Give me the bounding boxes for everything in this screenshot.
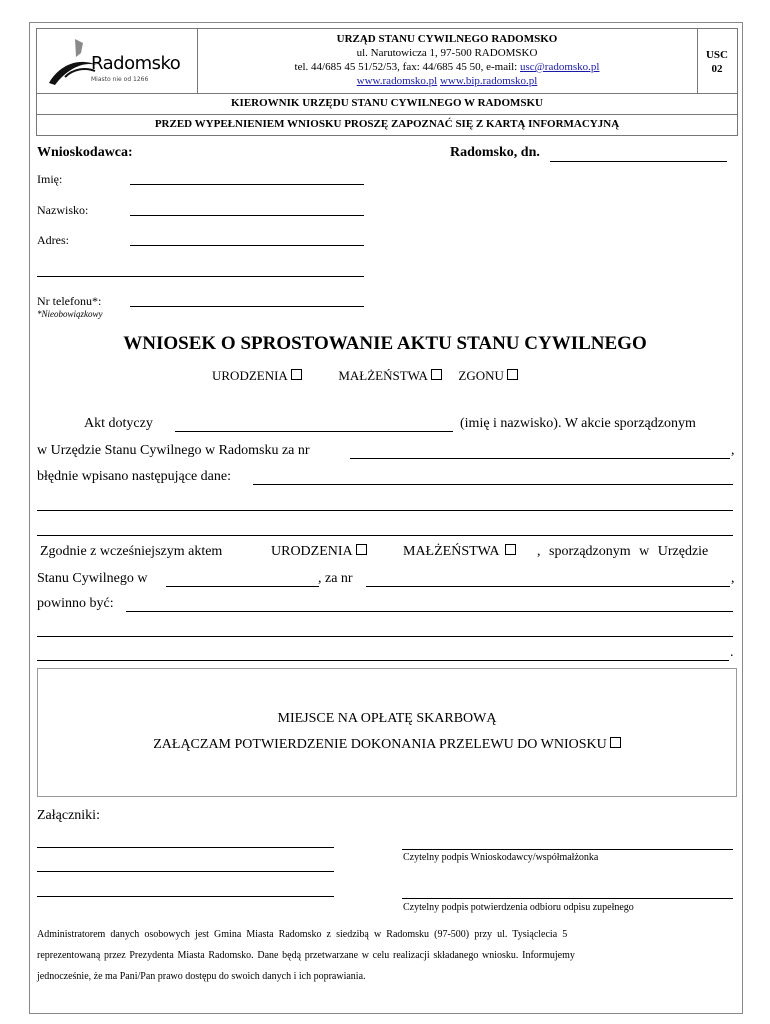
option-death[interactable]	[458, 368, 518, 383]
death-checkbox[interactable]	[507, 369, 518, 380]
should-be-label: powinno być:	[37, 596, 114, 611]
last-name-line[interactable]	[130, 215, 364, 216]
wrong-data-line-1[interactable]	[253, 484, 733, 485]
page-frame	[29, 22, 743, 1014]
form-code-number: 02	[711, 63, 723, 75]
marriage2-checkbox[interactable]	[505, 544, 516, 555]
act-concerns-label: Akt dotyczy	[84, 416, 153, 431]
email-link[interactable]: usc@radomsko.pl	[520, 61, 600, 73]
comma-1: ,	[731, 443, 735, 458]
act-number-line[interactable]	[350, 458, 730, 459]
header-table	[36, 28, 738, 136]
receipt-signature-line[interactable]	[402, 898, 733, 899]
option-death-label: ZGONU	[458, 368, 504, 383]
comma-2: ,	[731, 571, 735, 586]
birth2-checkbox[interactable]	[356, 544, 367, 555]
option-birth[interactable]	[212, 368, 302, 383]
notice-heading: PRZED WYPEŁNIENIEM WNIOSKU PROSZĘ ZAPOZNAĆ SIĘ Z KARTĄ INFORMACYJNĄ	[154, 118, 620, 130]
should-be-line-1[interactable]	[126, 611, 733, 612]
option-marriage-label: MAŁŻEŃSTWA	[338, 368, 428, 383]
applicant-title: Wnioskodawca:	[37, 145, 133, 160]
bip-link[interactable]: www.bip.radomsko.pl	[439, 75, 538, 87]
applicant-signature-caption: Czytelny podpis Wnioskodawcy/współmałżonka	[403, 852, 599, 863]
option-marriage[interactable]	[338, 368, 442, 383]
marriage-checkbox[interactable]	[431, 369, 442, 380]
attach-transfer-label: ZAŁĄCZAM POTWIERDZENIE DOKONANIA PRZELEWU DO WNIOSKU	[153, 737, 607, 752]
wrong-data-line-2[interactable]	[37, 510, 733, 511]
birth-checkbox[interactable]	[291, 369, 302, 380]
option-birth-label: URODZENIA	[212, 368, 288, 383]
form-title: WNIOSEK O SPROSTOWANIE AKTU STANU CYWILNEGO	[123, 333, 647, 354]
transfer-checkbox[interactable]	[610, 737, 621, 748]
wrong-data-label: błędnie wpisano następujące dane:	[37, 469, 231, 484]
address-line-2[interactable]	[37, 276, 364, 277]
payment-box	[37, 668, 737, 797]
option2-marriage-label: MAŁŻEŃSTWA	[403, 544, 500, 559]
address-label: Adres:	[37, 233, 69, 247]
attachment-line-2[interactable]	[37, 871, 334, 872]
optional-note: *Nieobowiązkowy	[37, 309, 103, 319]
applicant-signature-line[interactable]	[402, 849, 733, 850]
option2-birth[interactable]	[271, 544, 367, 560]
office2-label: Stanu Cywilnego w	[37, 571, 148, 586]
should-be-line-2[interactable]	[37, 636, 733, 637]
period: .	[730, 645, 734, 660]
place-date-label: Radomsko, dn.	[450, 145, 540, 160]
attachment-line-1[interactable]	[37, 847, 334, 848]
name-hint: (imię i nazwisko). W akcie sporządzonym	[460, 416, 696, 431]
gdpr-line-1: Administratorem danych osobowych jest Gmina Miasta Radomsko z siedzibą w Radomsku (97-500) przy ul. Tysiąclecia 5	[37, 929, 568, 940]
first-name-line[interactable]	[130, 184, 364, 185]
person-name-line[interactable]	[175, 431, 453, 432]
nr-label: , za nr	[318, 571, 353, 586]
manager-heading: KIEROWNIK URZĘDU STANU CYWILNEGO W RADOMSKU	[230, 97, 543, 109]
stamp-place-label: MIEJSCE NA OPŁATĘ SKARBOWĄ	[277, 711, 497, 726]
phone-line[interactable]	[130, 306, 364, 307]
gdpr-line-3: jednocześnie, że ma Pani/Pan prawo dostępu do swoich danych i ich poprawiania.	[37, 971, 366, 982]
logo-tagline: Miasto nie od 1266	[91, 76, 149, 83]
receipt-signature-caption: Czytelny podpis potwierdzenia odbioru odpisu zupełnego	[403, 902, 634, 913]
office-websites	[197, 74, 697, 88]
nr2-line[interactable]	[366, 586, 730, 587]
date-input-line[interactable]	[550, 161, 727, 162]
wrong-data-line-3[interactable]	[37, 535, 733, 536]
attach-transfer-option[interactable]	[38, 737, 736, 753]
act-type-options	[212, 368, 518, 384]
should-be-line-3[interactable]	[37, 660, 729, 661]
first-name-label: Imię:	[37, 172, 63, 186]
option2-marriage[interactable]	[403, 544, 516, 560]
contact-phone-fax: tel. 44/685 45 51/52/53, fax: 44/685 45 50, e-mail:	[294, 61, 520, 73]
city-logo	[45, 33, 191, 89]
office-name: URZĄD STANU CYWILNEGO RADOMSKO	[336, 33, 558, 45]
office-contact	[197, 60, 697, 74]
attachment-line-3[interactable]	[37, 896, 334, 897]
option2-birth-label: URODZENIA	[271, 544, 353, 559]
phone-label: Nr telefonu*:	[37, 294, 102, 308]
office2-city-line[interactable]	[166, 586, 319, 587]
logo-wordmark: Radomsko	[91, 53, 181, 74]
gdpr-line-2: reprezentowaną przez Prezydenta Miasta Radomsko. Dane będą przetwarzane w celu realizacji składanego wniosku. Informujemy	[37, 950, 575, 961]
according-label: Zgodnie z wcześniejszym aktem	[40, 544, 223, 559]
office-line-label: w Urzędzie Stanu Cywilnego w Radomsku za nr	[37, 443, 310, 458]
office-address: ul. Narutowicza 1, 97-500 RADOMSKO	[356, 47, 538, 59]
website-link[interactable]: www.radomsko.pl	[356, 75, 438, 87]
form-code	[697, 48, 737, 76]
last-name-label: Nazwisko:	[37, 203, 89, 217]
attachments-label: Załączniki:	[37, 808, 100, 823]
form-code-usc: USC	[705, 49, 728, 61]
address-line-1[interactable]	[130, 245, 364, 246]
drawn-up-label: , sporządzonym w Urzędzie	[537, 544, 709, 559]
